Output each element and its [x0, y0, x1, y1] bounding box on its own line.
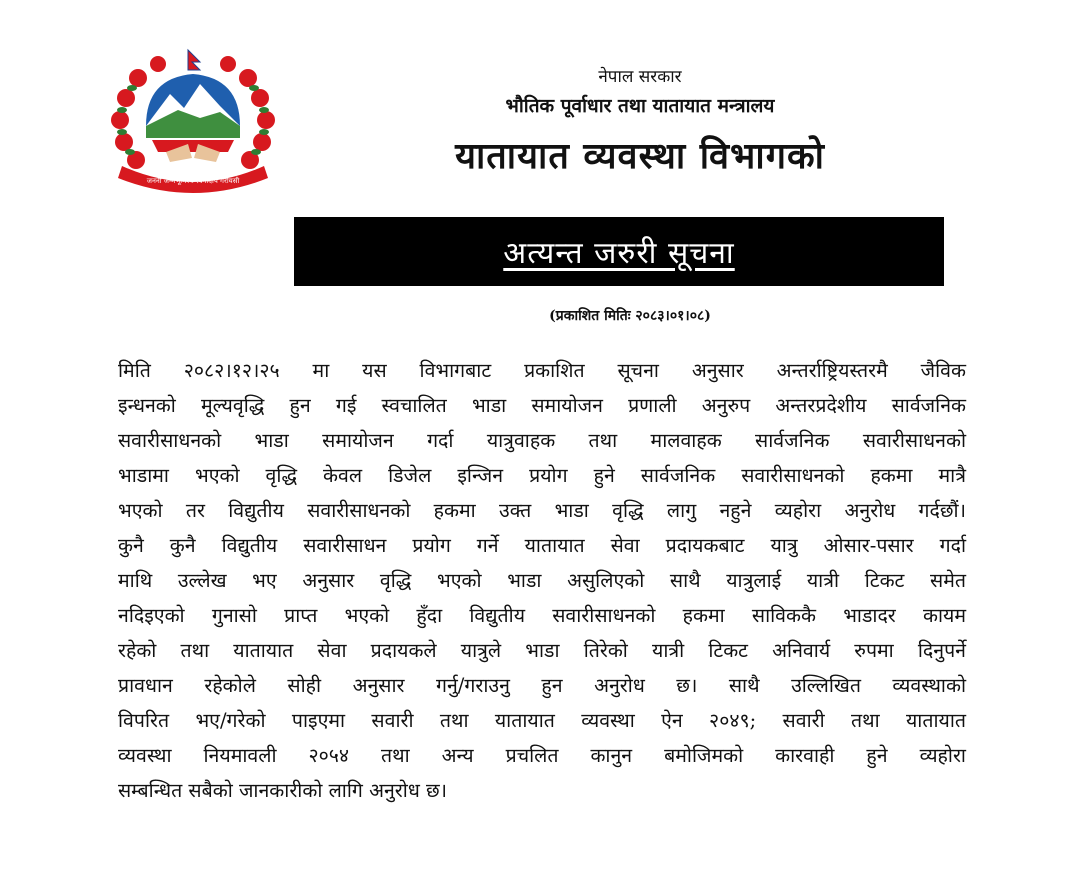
nepal-government-emblem-icon — [108, 48, 278, 194]
body-line: विपरित भए/गरेको पाइएमा सवारी तथा यातायात व्यवस्था ऐन २०४९; सवारी तथा यातायात — [118, 709, 966, 732]
published-date: (प्रकाशित मितिः २०८३।०१।०८) — [549, 308, 711, 324]
body-line: सम्बन्धित सबैको जानकारीको लागि अनुरोध छ। — [118, 779, 448, 802]
government-name: नेपाल सरकार — [598, 67, 682, 87]
body-line: भाडामा भएको वृद्धि केवल डिजेल इन्जिन प्रयोग हुने सार्वजनिक सवारीसाधनको हकमा मात्रै — [118, 464, 966, 487]
body-line: व्यवस्था नियमावली २०५४ तथा अन्य प्रचलित कानुन बमोजिमको कारवाही हुने व्यहोरा — [118, 744, 966, 767]
department-name: यातायात व्यवस्था विभागको — [455, 135, 825, 177]
body-line: नदिइएको गुनासो प्राप्त भएको हुँदा विद्युतीय सवारीसाधनको हकमा साविककै भाडादर कायम — [118, 604, 966, 627]
body-line: सवारीसाधनको भाडा समायोजन गर्दा यात्रुवाहक तथा मालवाहक सार्वजनिक सवारीसाधनको — [118, 429, 966, 452]
body-line: प्रावधान रहेकोले सोही अनुसार गर्नु/गराउनु हुन अनुरोध छ। साथै उल्लिखित व्यवस्थाको — [118, 674, 966, 697]
notice-title: अत्यन्त जरुरी सूचना — [503, 236, 735, 271]
body-line: रहेको तथा यातायात सेवा प्रदायकले यात्रुले भाडा तिरेको यात्री टिकट अनिवार्य रुपमा दिनुपर्ने — [118, 639, 966, 662]
ministry-name: भौतिक पूर्वाधार तथा यातायात मन्त्रालय — [505, 95, 775, 117]
body-line: माथि उल्लेख भए अनुसार वृद्धि भएको भाडा असुलिएको साथै यात्रुलाई यात्री टिकट समेत — [118, 569, 966, 592]
emblem-ribbon-text: जननी जन्मभूमिश्च स्वर्गादपि गरीयसी — [146, 177, 240, 185]
body-line: कुनै कुनै विद्युतीय सवारीसाधन प्रयोग गर्ने यातायात सेवा प्रदायकबाट यात्रु ओसार-पसार गर्दा — [118, 534, 966, 557]
notice-title-banner — [294, 217, 944, 286]
body-line: भएको तर विद्युतीय सवारीसाधनको हकमा उक्त भाडा वृद्धि लागु नहुने व्यहोरा अनुरोध गर्दछौं। — [118, 499, 966, 522]
body-line: इन्धनको मूल्यवृद्धि हुन गई स्वचालित भाडा समायोजन प्रणाली अनुरुप अन्तरप्रदेशीय सार्वजनिक — [118, 394, 966, 417]
notice-body — [118, 353, 966, 808]
body-line: मिति २०८२।१२।२५ मा यस विभागबाट प्रकाशित सूचना अनुसार अन्तर्राष्ट्रियस्तरमै जैविक — [118, 359, 966, 382]
